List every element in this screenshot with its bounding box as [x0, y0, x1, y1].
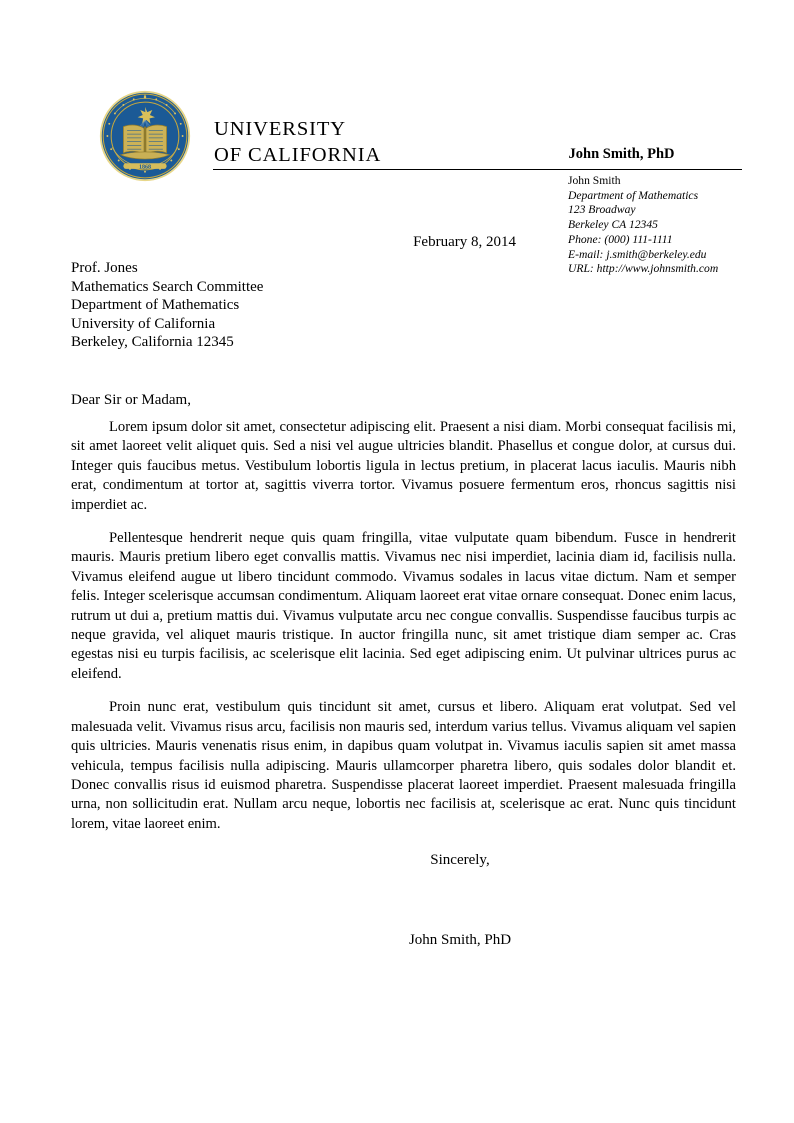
- recipient-line-institution: University of California: [71, 315, 216, 332]
- uc-berkeley-seal-icon: [98, 89, 192, 183]
- recipient-line-department: Department of Mathematics: [71, 297, 240, 314]
- recipient-address-block: [71, 259, 491, 352]
- body-paragraph-1: Lorem ipsum dolor sit amet, consectetur adipiscing elit. Praesent a nisi diam. Morbi consequat facilisis mi, sit amet laoreet velit aliquet quis. Sed a nisi vel augue ultricies blandit. Phasellus et congue dolor, at cursus dui. Integer quis faucibus metus. Vestibulum lobortis ligula in lectus pretium, in placerat lacus iaculis. Mauris nibh erat, condimentum at tortor at, sagittis viverra tortor. Vivamus posuere fermentum eros, rhoncus sagittis nisi imperdiet ac.: [71, 419, 736, 513]
- university-title-line2: OF CALIFORNIA: [214, 144, 382, 166]
- letterhead-divider-rule: [213, 169, 742, 170]
- body-paragraph-2: Pellentesque hendrerit neque quis quam fringilla, vitae vulputate quam bibendum. Fusce in hendrerit mauris. Mauris pretium libero eget convallis mattis. Vivamus nec nisi imperdiet, lacinia diam id, facilisis nulla. Vivamus eleifend augue ut libero tincidunt commodo. Vivamus sodales in lacus vitae dictum. Nam et semper felis. Integer scelerisque accumsan condimentum. Aliquam laoreet erat vitae ornare consequat. Donec enim lacus, rutrum ut dui a, pretium mattis dui. Vivamus vulputate arcu nec congue convallis. Suspendisse faucibus turpis ac neque gravida, vel aliquet mauris tristique. In auctor fringilla nunc, sit amet tristique diam semper ac. Cras egestas nisi eu turpis facilisis, ac scelerisque elit lacinia. Sed eget adipiscing enim. Ut pulvinar ultrices purus ac eleifend.: [71, 530, 736, 682]
- sender-address-block: [568, 174, 754, 277]
- body-paragraph-3: Proin nunc erat, vestibulum quis tincidunt sit amet, cursus et libero. Aliquam erat volutpat. Sed vel malesuada velit. Vivamus risus arcu, facilisis non mauris sed, interdum varius tellus. Vivamus aliquam vel sapien quis ultricies. Mauris venenatis risus enim, in dapibus quam volutpat in. Vivamus iaculis sapien sit amet massa vehicula, tempus facilisis nulla adipiscing. Mauris ullamcorper pharetra libero, quis sodales dolor blandit et. Donec convallis risus id euismod pharetra. Suspendisse placerat laoreet imperdiet. Praesent malesuada fringilla urna, non sollicitudin erat. Nullam arcu neque, lobortis nec facilisis at, scelerisque ac erat. Nunc quis tincidunt lorem, vitae laoreet enim.: [71, 699, 736, 832]
- address-line-phone: Phone: (000) 111-1111: [568, 232, 673, 246]
- university-title: [214, 116, 514, 168]
- address-line-email: E-mail: j.smith@berkeley.edu: [568, 247, 707, 261]
- letter-body: [71, 418, 736, 834]
- recipient-line-committee: Mathematics Search Committee: [71, 278, 264, 295]
- letterhead-owner-name: John Smith, PhD: [568, 146, 675, 162]
- recipient-line-name: Prof. Jones: [71, 260, 138, 276]
- university-title-line1: UNIVERSITY: [214, 118, 346, 140]
- address-line-department: Department of Mathematics: [568, 188, 699, 202]
- closing-salutation: Sincerely,: [430, 852, 490, 868]
- address-line-street: 123 Broadway: [568, 203, 636, 217]
- address-line-city: Berkeley CA 12345: [568, 218, 658, 232]
- address-line-url: URL: http://www.johnsmith.com: [568, 262, 719, 276]
- recipient-line-city: Berkeley, California 12345: [71, 334, 234, 351]
- signature-name: John Smith, PhD: [408, 932, 512, 948]
- letter-date: February 8, 2014: [413, 234, 516, 250]
- address-line-name: John Smith: [568, 174, 621, 187]
- svg-text:1868: 1868: [139, 164, 151, 171]
- salutation: Dear Sir or Madam,: [71, 392, 191, 408]
